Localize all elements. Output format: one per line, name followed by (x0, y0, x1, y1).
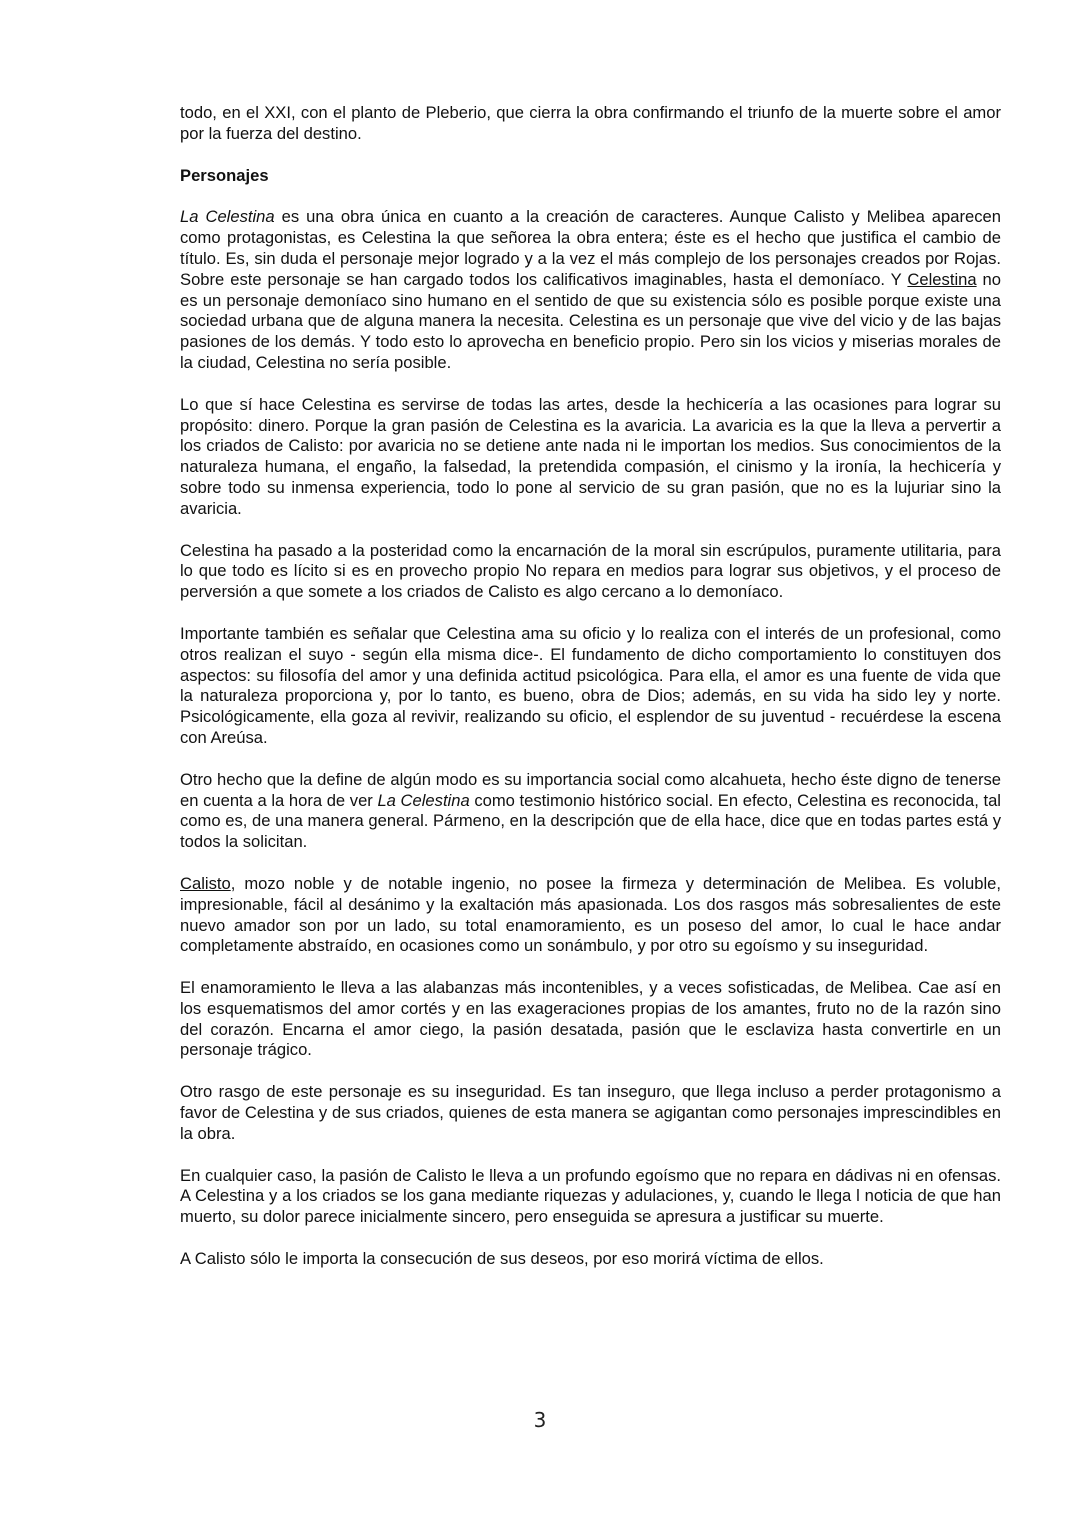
intro-paragraph (180, 103, 1001, 145)
paragraph-text: no es un personaje demoníaco sino humano en el sentido de que su existencia sólo es posible porque existe una sociedad urbana que de alguna manera la necesita. Celestina es un personaje que vive del vicio y de las bajas pasiones de los demás. Y todo esto lo aprovecha en beneficio propio. Pero sin los vicios y miserias morales de la ciudad, Celestina no sería posible. (180, 269, 1001, 372)
paragraph-calisto-egoism (180, 1166, 1001, 1228)
paragraph-text: A Calisto sólo le importa la consecución de sus deseos, por eso morirá víctima de ellos. (180, 1249, 824, 1269)
document-page (180, 103, 1001, 1291)
paragraph-text: es una obra única en cuanto a la creación de caracteres. Aunque Calisto y Melibea aparecen como protagonistas, es Celestina la que señorea la obra entera; éste es el hecho que justifica el cambio de título. Es, sin duda el personaje mejor logrado y a la vez el más complejo de los personajes creados por Rojas. Sobre este personaje se han cargado todos los calificativos imaginables, hasta el demoníaco. Y (180, 207, 1002, 289)
paragraph-celestina-avarice (180, 395, 1001, 520)
character-name: Calisto (180, 873, 231, 893)
page-number: 3 (533, 1408, 547, 1432)
paragraph-calisto-love (180, 978, 1001, 1061)
paragraph-text: Lo que sí hace Celestina es servirse de todas las artes, desde la hechicería a las ocasiones para lograr su propósito: dinero. Porque la gran pasión de Celestina es la avaricia. La avaricia es la que la lleva a pervertir a los criados de Calisto: por avaricia no se detiene ante nada ni le importan los medios. Sus conocimientos de la naturaleza humana, el engaño, la falsedad, la pretendida compasión, el cinismo y la ironía, la hechicería y sobre todo su inmensa experiencia, todo lo pone al servicio de su gran pasión, que no es la lujuriar sino la avaricia. (180, 394, 1001, 518)
paragraph-text: Importante también es señalar que Celestina ama su oficio y lo realiza con el interés de un profesional, como otros realizan el suyo - según ella misma dice-. El fundamento de dicho comportamiento lo constituyen dos aspectos: su filosofía del amor y una definida actitud psicológica. Para ella, el amor es una fuente de vida que la naturaleza proporciona y, por lo tanto, es bueno, obra de Dios; además, en su vida ha sido ley y norte. Psicológicamente, ella goza al revivir, realizando su oficio, el esplendor de su juventud - recuérdese la escena con Areúsa. (180, 623, 1001, 747)
section-heading: Personajes (180, 165, 269, 185)
paragraph-calisto-intro (180, 874, 1001, 957)
paragraph-text: El enamoramiento le lleva a las alabanzas más incontenibles, y a veces sofisticadas, de Melibea. Cae así en los esquematismos del amor cortés y en las exageraciones propias de los amantes, fruto no de la razón sino del corazón. Encarna el amor ciego, la pasión desatada, pasión que le esclaviza hasta convertirle en un personaje trágico. (180, 978, 1001, 1060)
paragraph-text: , mozo noble y de notable ingenio, no posee la firmeza y determinación de Melibea. Es voluble, impresionable, fácil al desánimo y la exaltación más apasionada. Los dos rasgos más sobresalientes de este nuevo amador son por un lado, su total enamoramiento, es un poseso del amor, lo cual le hace andar completamente abstraído, en ocasiones como un sonámbulo, y por otro su egoísmo y su inseguridad. (180, 873, 1001, 956)
paragraph-celestina-social (180, 770, 1001, 853)
work-title: La Celestina (377, 790, 470, 810)
paragraph-celestina-legacy (180, 541, 1001, 603)
paragraph-calisto-conclusion (180, 1249, 1001, 1270)
paragraph-text: Celestina ha pasado a la posteridad como la encarnación de la moral sin escrúpulos, puramente utilitaria, para lo que todo es lícito si es en provecho propio No repara en medios para lograr sus objetivos, y el proceso de perversión a que somete a los criados de Calisto es algo cercano a lo demoníaco. (180, 540, 1001, 602)
character-name: Celestina (907, 269, 977, 289)
intro-text: todo, en el XXI, con el planto de Pleberio, que cierra la obra confirmando el triunfo de la muerte sobre el amor por la fuerza del destino. (180, 103, 1001, 143)
paragraph-text: Otro hecho que la define de algún modo es su importancia social como alcahueta, hecho éste digno de tenerse en cuenta a la hora de ver (180, 769, 1001, 810)
work-title: La Celestina (180, 207, 275, 227)
paragraph-text: como testimonio histórico social. En efecto, Celestina es reconocida, tal como es, de una manera general. Pármeno, en la descripción que de ella hace, dice que en todas partes está y todos la solicitan. (180, 790, 1001, 852)
paragraph-text: Otro rasgo de este personaje es su inseguridad. Es tan inseguro, que llega incluso a perder protagonismo a favor de Celestina y de sus criados, quienes de esta manera se agigantan como personajes imprescindibles en la obra. (180, 1082, 1001, 1143)
paragraph-calisto-insecurity (180, 1082, 1001, 1144)
paragraph-celestina-overview (180, 207, 1001, 373)
paragraph-text: En cualquier caso, la pasión de Calisto le lleva a un profundo egoísmo que no repara en dádivas ni en ofensas. A Celestina y a los criados se los gana mediante riquezas y adulaciones, y, cuando le llega l noticia de que han muerto, su dolor parece inicialmente sincero, pero enseguida se apresura a justificar su muerte. (180, 1165, 1001, 1227)
paragraph-celestina-profession (180, 624, 1001, 749)
